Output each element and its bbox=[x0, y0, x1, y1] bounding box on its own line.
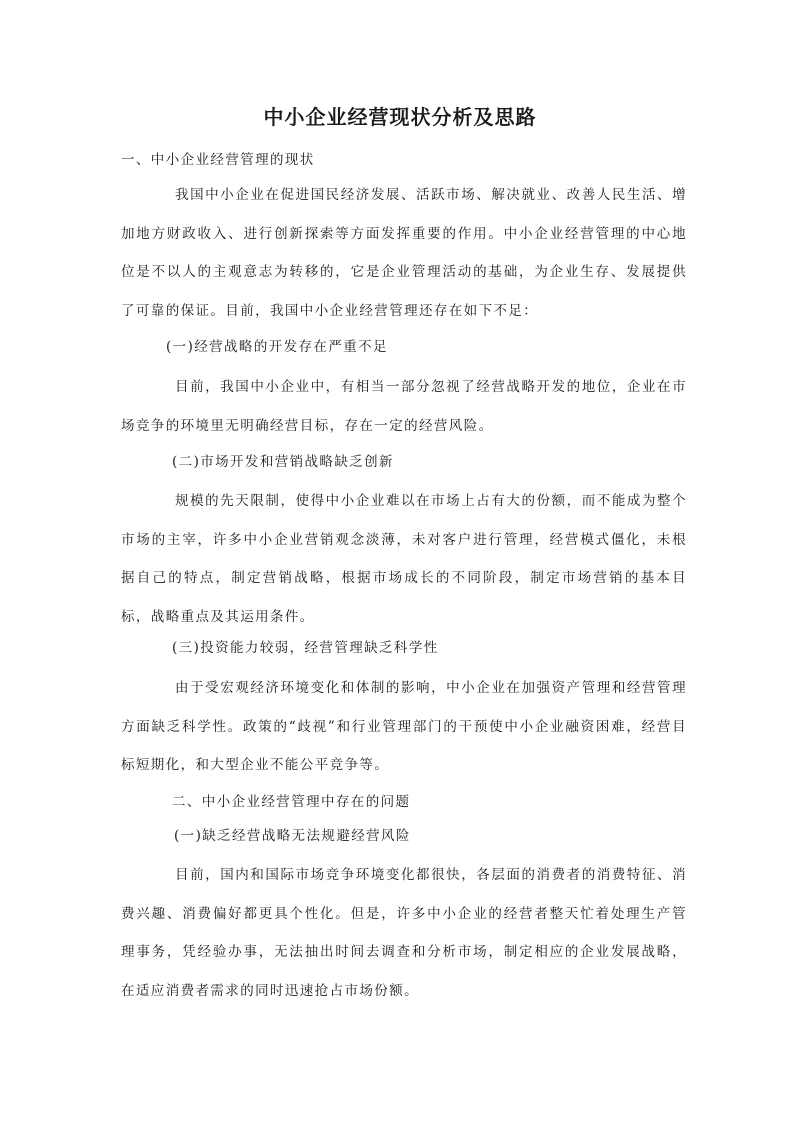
section-1-sub-2-paragraph: 规模的先天限制，使得中小企业难以在市场上占有大的份额，而不能成为整个市场的主宰，许多中小企业营销观念淡薄，未对客户进行管理，经营模式僵化，未根据自己的特点，制定营销战略，根据市场成长的不同阶段，制定市场营销的基本目标，战略重点及其运用条件。 bbox=[121, 493, 687, 625]
section-1-sub-3-paragraph: 由于受宏观经济环境变化和体制的影响，中小企业在加强资产管理和经营管理方面缺乏科学性。政策的“歧视”和行业管理部门的干预使中小企业融资困难，经营目标短期化，和大型企业不能公平竞争等。 bbox=[121, 680, 687, 773]
document-title: 中小企业经营现状分析及思路 bbox=[263, 105, 537, 129]
section-1-sub-1-paragraph: 目前，我国中小企业中，有相当一部分忽视了经营战略开发的地位，企业在市场竞争的环境里无明确经营目标，存在一定的经营风险。 bbox=[121, 379, 687, 434]
section-2-sub-1-heading: (一)缺乏经营战略无法规避经营风险 bbox=[174, 828, 411, 844]
section-1-intro-paragraph: 我国中小企业在促进国民经济发展、活跃市场、解决就业、改善人民生活、增加地方财政收入、进行创新探索等方面发挥重要的作用。中小企业经营管理的中心地位是不以人的主观意志为转移的，它是企业管理活动的基础，为企业生存、发展提供了可靠的保证。目前，我国中小企业经营管理还存在如下不足： bbox=[121, 187, 687, 319]
section-2-heading: 二、中小企业经营管理中存在的问题 bbox=[172, 794, 411, 810]
section-1-sub-3-heading: (三)投资能力较弱，经营管理缺乏科学性 bbox=[172, 640, 439, 656]
section-1-heading: 一、中小企业经营管理的现状 bbox=[121, 152, 315, 168]
section-1-sub-1-heading: (一)经营战略的开发存在严重不足 bbox=[166, 339, 388, 355]
section-1-sub-2-heading: (二)市场开发和营销战略缺乏创新 bbox=[172, 454, 394, 470]
section-2-sub-1-paragraph: 目前，国内和国际市场竞争环境变化都很快，各层面的消费者的消费特征、消费兴趣、消费偏好都更具个性化。但是，许多中小企业的经营者整天忙着处理生产管理事务，凭经验办事，无法抽出时间去调查和分析市场，制定相应的企业发展战略，在适应消费者需求的同时迅速抢占市场份额。 bbox=[121, 867, 687, 999]
